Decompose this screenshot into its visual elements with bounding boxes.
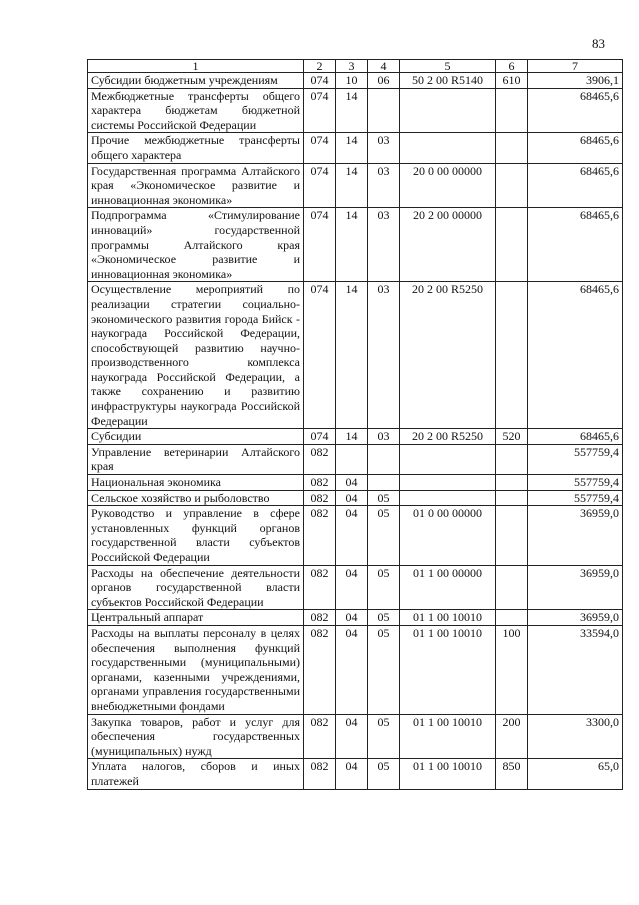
column-header: 7 (528, 60, 623, 73)
column-header: 2 (304, 60, 336, 73)
subsection-code-cell: 03 (368, 429, 400, 445)
table-row (88, 714, 623, 759)
amount-cell: 68465,6 (528, 429, 623, 445)
target-code-cell: 20 2 00 R5250 (400, 429, 496, 445)
table-row (88, 490, 623, 506)
section-code-cell: 04 (336, 759, 368, 789)
subsection-code-cell: 03 (368, 282, 400, 429)
amount-cell: 36959,0 (528, 565, 623, 610)
subsection-code-cell: 05 (368, 714, 400, 759)
expense-kind-cell: 850 (496, 759, 528, 789)
ministry-code-cell: 082 (304, 475, 336, 491)
expense-kind-cell: 520 (496, 429, 528, 445)
table-row (88, 610, 623, 626)
row-name-cell: Субсидии (88, 429, 304, 445)
ministry-code-cell: 082 (304, 610, 336, 626)
amount-cell: 557759,4 (528, 444, 623, 474)
amount-cell: 3906,1 (528, 73, 623, 89)
table-header-row (88, 60, 623, 73)
amount-cell: 65,0 (528, 759, 623, 789)
table-row (88, 475, 623, 491)
section-code-cell: 04 (336, 475, 368, 491)
row-name-cell: Закупка товаров, работ и услуг для обеспечения государственных (муниципальных) нужд (88, 714, 304, 759)
ministry-code-cell: 074 (304, 133, 336, 163)
ministry-code-cell: 074 (304, 208, 336, 282)
ministry-code-cell: 082 (304, 565, 336, 610)
ministry-code-cell: 082 (304, 759, 336, 789)
column-header: 1 (88, 60, 304, 73)
section-code-cell: 04 (336, 506, 368, 565)
table-row (88, 163, 623, 208)
subsection-code-cell (368, 475, 400, 491)
target-code-cell: 01 1 00 00000 (400, 565, 496, 610)
column-header: 3 (336, 60, 368, 73)
target-code-cell (400, 475, 496, 491)
table-row (88, 208, 623, 282)
column-header: 6 (496, 60, 528, 73)
target-code-cell: 01 1 00 10010 (400, 714, 496, 759)
page-number: 83 (592, 36, 605, 51)
subsection-code-cell: 05 (368, 759, 400, 789)
section-code-cell (336, 444, 368, 474)
row-name-cell: Сельское хозяйство и рыболовство (88, 490, 304, 506)
subsection-code-cell (368, 444, 400, 474)
row-name-cell: Прочие межбюджетные трансферты общего характера (88, 133, 304, 163)
amount-cell: 557759,4 (528, 475, 623, 491)
table-row (88, 133, 623, 163)
row-name-cell: Осуществление мероприятий по реализации стратегии социально-экономического развития города Бийск - наукограда Российской Федерации, способствующей развитию научно-производственного комплекса наукограда Российской Федерации, а также сохранению и развитию инфраструктуры наукограда Российской Федерации (88, 282, 304, 429)
subsection-code-cell (368, 88, 400, 133)
subsection-code-cell: 05 (368, 506, 400, 565)
section-code-cell: 14 (336, 429, 368, 445)
subsection-code-cell: 05 (368, 610, 400, 626)
section-code-cell: 04 (336, 490, 368, 506)
section-code-cell: 04 (336, 565, 368, 610)
target-code-cell: 01 1 00 10010 (400, 625, 496, 714)
target-code-cell: 50 2 00 R5140 (400, 73, 496, 89)
amount-cell: 68465,6 (528, 208, 623, 282)
row-name-cell: Уплата налогов, сборов и иных платежей (88, 759, 304, 789)
target-code-cell (400, 490, 496, 506)
target-code-cell (400, 133, 496, 163)
expense-kind-cell: 610 (496, 73, 528, 89)
row-name-cell: Государственная программа Алтайского края «Экономическое развитие и инновационная экономика» (88, 163, 304, 208)
target-code-cell: 01 1 00 10010 (400, 610, 496, 626)
amount-cell: 68465,6 (528, 133, 623, 163)
table-row (88, 565, 623, 610)
budget-table (87, 59, 623, 790)
subsection-code-cell: 03 (368, 133, 400, 163)
subsection-code-cell: 05 (368, 565, 400, 610)
amount-cell: 68465,6 (528, 88, 623, 133)
amount-cell: 36959,0 (528, 506, 623, 565)
row-name-cell: Руководство и управление в сфере установленных функций органов государственной власти субъектов Российской Федерации (88, 506, 304, 565)
expense-kind-cell: 100 (496, 625, 528, 714)
section-code-cell: 04 (336, 714, 368, 759)
row-name-cell: Субсидии бюджетным учреждениям (88, 73, 304, 89)
expense-kind-cell (496, 506, 528, 565)
subsection-code-cell: 05 (368, 625, 400, 714)
expense-kind-cell (496, 565, 528, 610)
row-name-cell: Расходы на обеспечение деятельности органов государственной власти субъектов Российской Федерации (88, 565, 304, 610)
section-code-cell: 10 (336, 73, 368, 89)
section-code-cell: 04 (336, 625, 368, 714)
table-row (88, 73, 623, 89)
ministry-code-cell: 074 (304, 282, 336, 429)
target-code-cell (400, 88, 496, 133)
table-row (88, 759, 623, 789)
ministry-code-cell: 074 (304, 429, 336, 445)
row-name-cell: Национальная экономика (88, 475, 304, 491)
amount-cell: 68465,6 (528, 163, 623, 208)
section-code-cell: 14 (336, 282, 368, 429)
ministry-code-cell: 082 (304, 490, 336, 506)
amount-cell: 68465,6 (528, 282, 623, 429)
expense-kind-cell: 200 (496, 714, 528, 759)
row-name-cell: Подпрограмма «Стимулирование инноваций» государственной программы Алтайского края «Экономическое развитие и инновационная экономика» (88, 208, 304, 282)
subsection-code-cell: 06 (368, 73, 400, 89)
section-code-cell: 14 (336, 133, 368, 163)
expense-kind-cell (496, 163, 528, 208)
subsection-code-cell: 03 (368, 163, 400, 208)
expense-kind-cell (496, 133, 528, 163)
expense-kind-cell (496, 444, 528, 474)
row-name-cell: Расходы на выплаты персоналу в целях обеспечения выполнения функций государственными (муниципальными) органами, казенными учреждениями, органами управления государственными внебюджетными фондами (88, 625, 304, 714)
column-header: 5 (400, 60, 496, 73)
amount-cell: 3300,0 (528, 714, 623, 759)
target-code-cell: 01 0 00 00000 (400, 506, 496, 565)
expense-kind-cell (496, 475, 528, 491)
ministry-code-cell: 074 (304, 163, 336, 208)
section-code-cell: 14 (336, 163, 368, 208)
expense-kind-cell (496, 282, 528, 429)
table-row (88, 282, 623, 429)
table-row (88, 506, 623, 565)
subsection-code-cell: 03 (368, 208, 400, 282)
section-code-cell: 14 (336, 88, 368, 133)
amount-cell: 557759,4 (528, 490, 623, 506)
ministry-code-cell: 082 (304, 506, 336, 565)
table-row (88, 625, 623, 714)
table-row (88, 429, 623, 445)
ministry-code-cell: 074 (304, 88, 336, 133)
section-code-cell: 04 (336, 610, 368, 626)
target-code-cell: 20 0 00 00000 (400, 163, 496, 208)
row-name-cell: Управление ветеринарии Алтайского края (88, 444, 304, 474)
subsection-code-cell: 05 (368, 490, 400, 506)
ministry-code-cell: 074 (304, 73, 336, 89)
row-name-cell: Межбюджетные трансферты общего характера бюджетам бюджетной системы Российской Федерации (88, 88, 304, 133)
expense-kind-cell (496, 490, 528, 506)
ministry-code-cell: 082 (304, 714, 336, 759)
target-code-cell (400, 444, 496, 474)
amount-cell: 36959,0 (528, 610, 623, 626)
expense-kind-cell (496, 208, 528, 282)
ministry-code-cell: 082 (304, 444, 336, 474)
expense-kind-cell (496, 88, 528, 133)
table-row (88, 444, 623, 474)
target-code-cell: 01 1 00 10010 (400, 759, 496, 789)
table-row (88, 88, 623, 133)
column-header: 4 (368, 60, 400, 73)
expense-kind-cell (496, 610, 528, 626)
section-code-cell: 14 (336, 208, 368, 282)
ministry-code-cell: 082 (304, 625, 336, 714)
amount-cell: 33594,0 (528, 625, 623, 714)
row-name-cell: Центральный аппарат (88, 610, 304, 626)
target-code-cell: 20 2 00 R5250 (400, 282, 496, 429)
target-code-cell: 20 2 00 00000 (400, 208, 496, 282)
